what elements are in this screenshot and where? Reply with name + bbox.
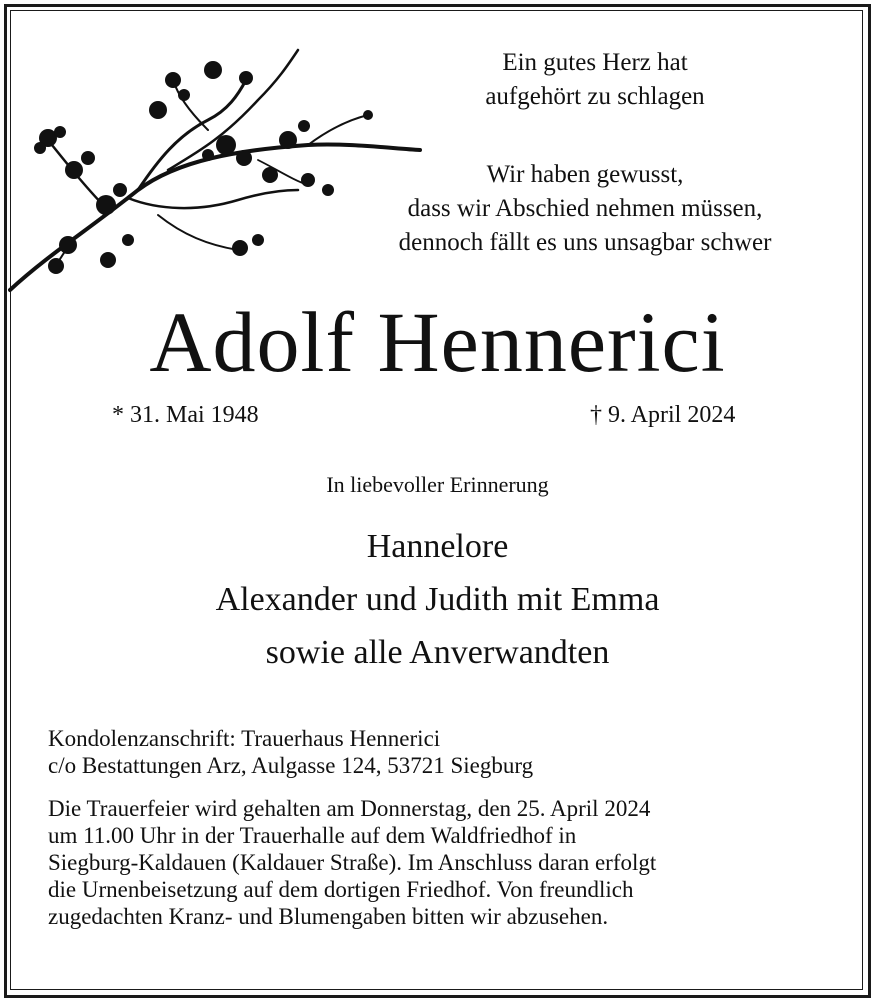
service-line: um 11.00 Uhr in der Trauerhalle auf dem Waldfriedhof in bbox=[48, 823, 577, 848]
poem-line: dass wir Abschied nehmen müssen, bbox=[407, 195, 763, 222]
birth-date: * 31. Mai 1948 bbox=[112, 402, 259, 428]
poem-line: Ein gutes Herz hat bbox=[502, 49, 688, 76]
address-line: Kondolenzanschrift: Trauerhaus Hennerici bbox=[48, 726, 441, 751]
poem-stanza-1 bbox=[430, 46, 760, 114]
poem-stanza-2 bbox=[330, 158, 840, 260]
condolence-address bbox=[48, 725, 848, 779]
mourner: sowie alle Anverwandten bbox=[265, 634, 610, 671]
poem-line: aufgehört zu schlagen bbox=[485, 83, 705, 110]
mourner: Alexander und Judith mit Emma bbox=[215, 581, 660, 618]
poem-line: dennoch fällt es uns unsagbar schwer bbox=[398, 229, 772, 256]
service-line: Die Trauerfeier wird gehalten am Donnerstag, den 25. April 2024 bbox=[48, 796, 651, 821]
mourner: Hannelore bbox=[366, 528, 509, 565]
service-details bbox=[48, 795, 848, 930]
service-line: Siegburg-Kaldauen (Kaldauer Straße). Im Anschluss daran erfolgt bbox=[48, 850, 657, 875]
service-line: zugedachten Kranz- und Blumengaben bitten wir abzusehen. bbox=[48, 904, 609, 929]
address-line: c/o Bestattungen Arz, Aulgasse 124, 53721 Siegburg bbox=[48, 753, 534, 778]
memory-line: In liebevoller Erinnerung bbox=[326, 472, 549, 497]
mourners-list bbox=[0, 520, 875, 679]
death-date: † 9. April 2024 bbox=[590, 402, 736, 428]
service-line: die Urnenbeisetzung auf dem dortigen Friedhof. Von freundlich bbox=[48, 877, 634, 902]
deceased-name: Adolf Hennerici bbox=[149, 294, 726, 390]
poem-line: Wir haben gewusst, bbox=[486, 161, 684, 188]
